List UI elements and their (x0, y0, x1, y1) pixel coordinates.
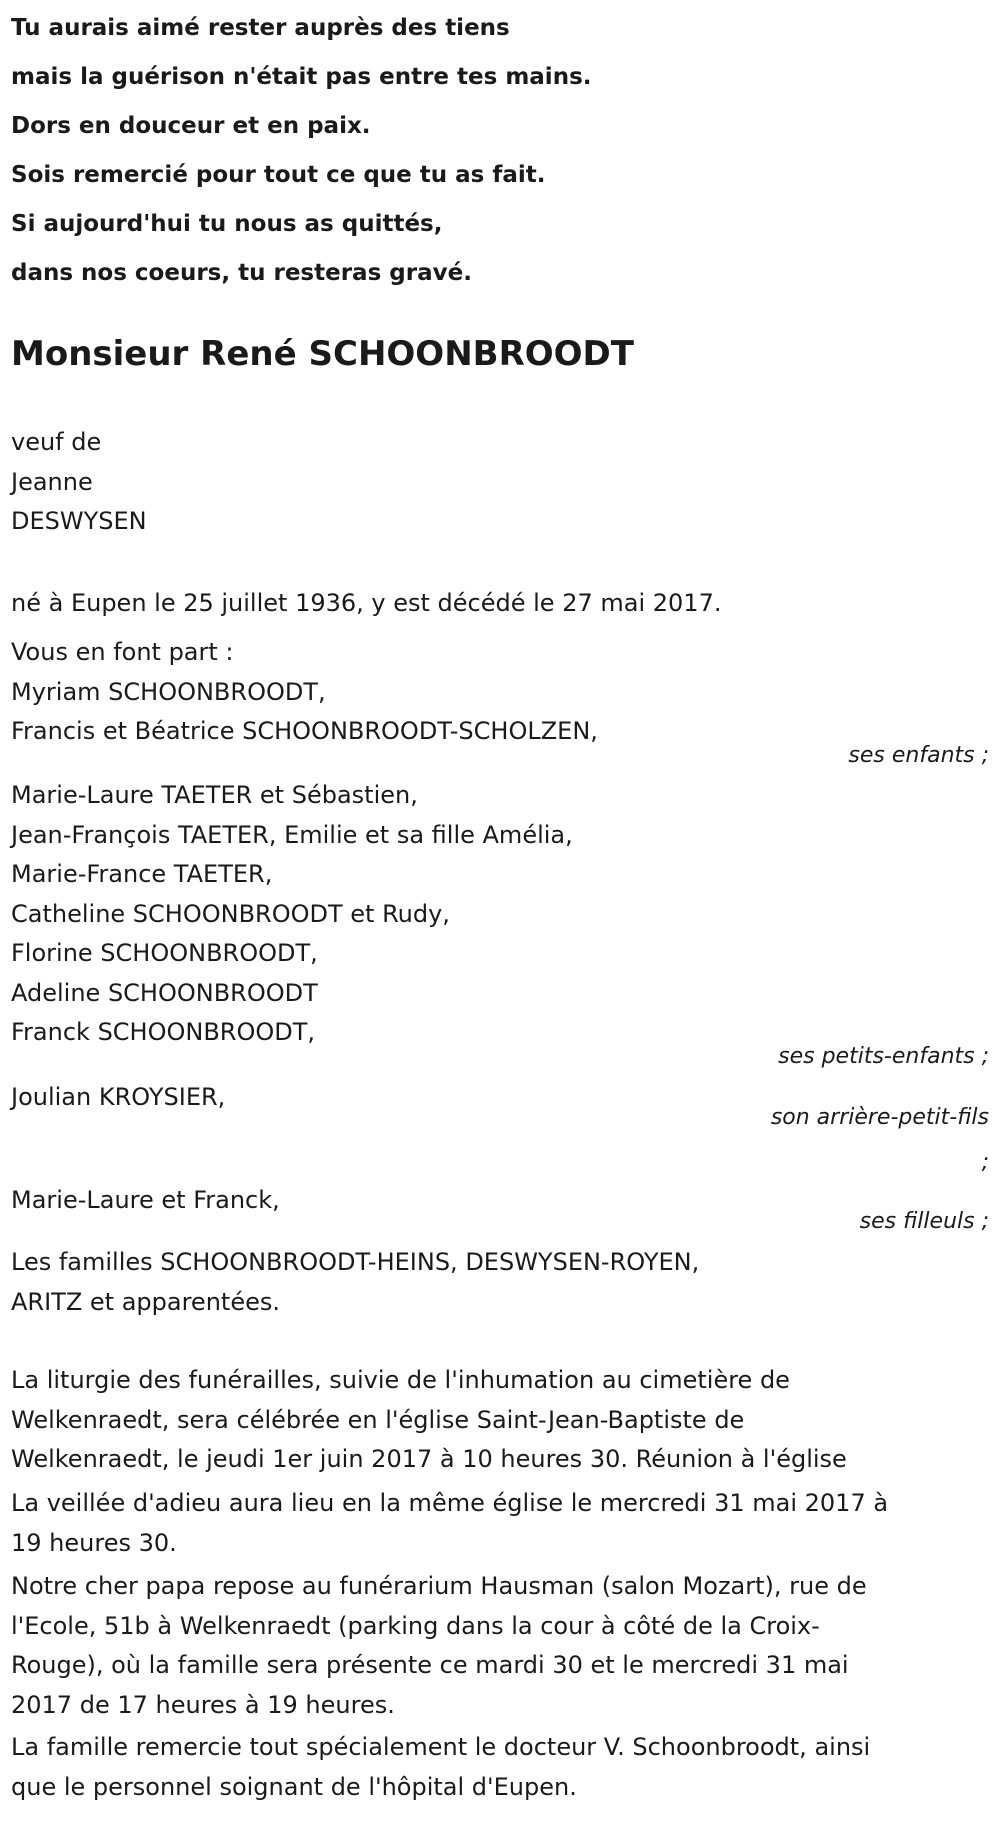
children-role: ses enfants ; (848, 743, 989, 768)
families-block (11, 1243, 989, 1322)
liturgy-paragraph (11, 1361, 989, 1480)
birth-death: né à Eupen le 25 juillet 1936, y est décédé le 27 mai 2017. (11, 589, 722, 617)
godchildren-role: ses filleuls ; (859, 1209, 989, 1234)
grandchild-name: Catheline SCHOONBROODT et Rudy, (11, 899, 450, 928)
grandchild-name: Adeline SCHOONBROODT (11, 978, 318, 1007)
funerarium-line: 2017 de 17 heures à 19 heures. (11, 1690, 395, 1719)
great-grandchild-role: son arrière-petit-fils (770, 1105, 989, 1130)
funerarium-line: Rouge), où la famille sera présente ce mardi 30 et le mercredi 31 mai (11, 1651, 849, 1679)
liturgy-line: Welkenraedt, le jeudi 1er juin 2017 à 10 heures 30. Réunion à l'église (11, 1445, 847, 1473)
thanks-line: que le personnel soignant de l'hôpital d'Eupen. (11, 1772, 577, 1801)
thanks-paragraph (11, 1728, 989, 1807)
poem-line: Tu aurais aimé rester auprès des tiens (11, 15, 510, 41)
poem-line: Si aujourd'hui tu nous as quittés, (11, 211, 443, 237)
liturgy-line: Welkenraedt, sera célébrée en l'église Saint-Jean-Baptiste de (11, 1405, 745, 1434)
grandchild-name: Marie-France TAETER, (11, 860, 273, 888)
grandchild-name: Jean-François TAETER, Emilie et sa fille Amélia, (11, 820, 573, 849)
deceased-name: Monsieur René SCHOONBROODT (11, 334, 634, 374)
child-name: Myriam SCHOONBROODT, (11, 677, 326, 706)
funerarium-paragraph (11, 1567, 989, 1725)
spouse-line: veuf de (11, 428, 102, 456)
vigil-line: La veillée d'adieu aura lieu en la même église le mercredi 31 mai 2017 à (11, 1489, 889, 1517)
thanks-line: La famille remercie tout spécialement le docteur V. Schoonbroodt, ainsi (11, 1733, 871, 1761)
child-name: Francis et Béatrice SCHOONBROODT-SCHOLZEN, (11, 717, 598, 745)
liturgy-line: La liturgie des funérailles, suivie de l'inhumation au cimetière de (11, 1366, 790, 1394)
families-line: ARITZ et apparentées. (11, 1287, 280, 1316)
grandchildren-block (11, 776, 989, 1053)
poem (11, 4, 989, 298)
poem-line: mais la guérison n'était pas entre tes mains. (11, 64, 592, 90)
families-line: Les familles SCHOONBROODT-HEINS, DESWYSEN-ROYEN, (11, 1248, 700, 1276)
godchildren-name: Marie-Laure et Franck, (11, 1186, 280, 1214)
spouse-line: Jeanne (11, 467, 93, 496)
poem-line: dans nos coeurs, tu resteras gravé. (11, 260, 472, 286)
great-grandchild-name: Joulian KROYSIER, (11, 1083, 226, 1111)
funerarium-line: Notre cher papa repose au funérarium Hausman (salon Mozart), rue de (11, 1572, 867, 1600)
grandchildren-role: ses petits-enfants ; (778, 1044, 989, 1069)
announce-text: Vous en font part : (11, 638, 234, 666)
vigil-line: 19 heures 30. (11, 1528, 177, 1557)
poem-line: Dors en douceur et en paix. (11, 113, 371, 139)
vigil-paragraph (11, 1484, 989, 1563)
children-block (11, 633, 989, 752)
grandchild-name: Florine SCHOONBROODT, (11, 939, 318, 967)
spouse-block (11, 423, 989, 542)
spouse-line: DESWYSEN (11, 507, 147, 535)
poem-line: Sois remercié pour tout ce que tu as fait. (11, 162, 546, 188)
great-grandchild-role-end: ; (981, 1150, 989, 1175)
funerarium-line: l'Ecole, 51b à Welkenraedt (parking dans la cour à côté de la Croix- (11, 1611, 820, 1640)
grandchild-name: Franck SCHOONBROODT, (11, 1018, 316, 1046)
grandchild-name: Marie-Laure TAETER et Sébastien, (11, 781, 418, 809)
